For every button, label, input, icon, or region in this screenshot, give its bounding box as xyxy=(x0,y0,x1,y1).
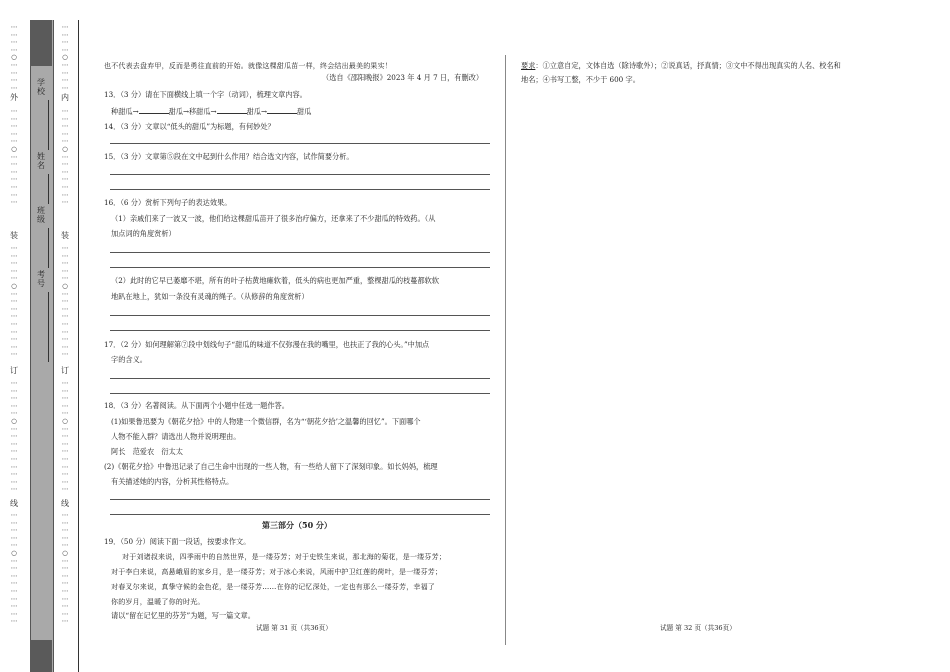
binding-gutter-top xyxy=(30,20,52,66)
field-name-label: 姓名 xyxy=(37,152,45,170)
outer-seal-char-3: 订 xyxy=(10,366,18,375)
question-13-chain xyxy=(111,106,311,117)
answer-line[interactable] xyxy=(110,267,490,268)
prompt-paragraph-line-1: 对于刘诸叔来说，四季雨中的自然世界，是一缕芬芳；对于史铁生来说，那北海的菊花，是一缕芬芳； xyxy=(122,553,446,561)
answer-line[interactable] xyxy=(110,143,490,144)
outer-seal-dots: ⋯ ⋯ ⋯ ⋯ ⋯ ○ ⋯ ⋯ ⋯ ⋯ ⋯ ⋯ ⋯ xyxy=(10,107,18,207)
question-14: 14．（3 分）文章以“低头的甜瓜”为标题，有何妙处？ xyxy=(104,122,275,131)
outer-seal-dots: ⋯ ⋯ ⋯ ⋯ ⋯ ○ ⋯ ⋯ ⋯ ⋯ ⋯ ⋯ ⋯ ⋯ ⋯ xyxy=(10,379,18,494)
binding-rule xyxy=(78,20,79,672)
inner-seal-dots: ⋯ ⋯ ⋯ ⋯ ⋯ ○ ⋯ ⋯ ⋯ ⋯ ⋯ ⋯ ⋯ ⋯ ⋯ xyxy=(61,379,69,494)
prompt-paragraph-line-2: 对于李白来说，高悬峨眉的家乡月，是一缕芬芳；对于冰心来说，风雨中护卫红莲的荷叶，是一缕芬芳； xyxy=(111,568,443,576)
outer-seal-char-4: 线 xyxy=(10,499,18,508)
blank-3[interactable] xyxy=(267,106,297,114)
chain-step-1: 种甜瓜→ xyxy=(111,107,139,116)
question-19: 19．（50 分）阅读下面一段话，按要求作文。 xyxy=(104,537,251,546)
answer-line[interactable] xyxy=(110,315,490,316)
inner-seal-char-2: 装 xyxy=(61,231,69,240)
right-page-footer: 试题 第 32 页（共36页） xyxy=(660,624,736,632)
answer-line[interactable] xyxy=(110,189,490,190)
prompt-instruction: 请以“留在记忆里的芬芳”为题，写一篇文章。 xyxy=(111,611,255,620)
answer-line[interactable] xyxy=(110,330,490,331)
question-18-options: 阿长 范爱农 衍太太 xyxy=(111,447,183,456)
outer-seal-dots: ⋯ ⋯ ⋯ ⋯ ⋯ ○ ⋯ ⋯ ⋯ ⋯ ⋯ ⋯ ⋯ ⋯ ⋯ xyxy=(10,511,18,626)
prompt-paragraph-line-4: 你的岁月，温暖了你的时光。 xyxy=(111,598,205,606)
field-class-label: 班级 xyxy=(37,206,45,224)
outer-seal-dots: ⋯ ⋯ ⋯ ⋯ ○ ⋯ ⋯ ⋯ ⋯ xyxy=(10,23,18,92)
inner-seal-dots: ⋯ ⋯ ⋯ ⋯ ⋯ ○ ⋯ ⋯ ⋯ ⋯ ⋯ ⋯ ⋯ xyxy=(61,107,69,207)
question-16-sentence-2-cont: 地趴在地上，犹如一条没有灵魂的绳子。（从修辞的角度赏析） xyxy=(111,292,309,301)
requirements-text: ：①立意自定，文体自选（除诗歌外）；②说真话，抒真情；③文中不得出现真实的人名、校名和 xyxy=(535,61,841,70)
question-16-sentence-1-cont: 加点词的角度赏析） xyxy=(111,229,176,238)
question-16: 16．（6 分）赏析下列句子的表达效果。 xyxy=(104,198,232,207)
chain-step-3: 甜瓜→ xyxy=(246,107,267,116)
page-divider xyxy=(505,55,506,645)
inner-seal-char-1: 内 xyxy=(61,93,69,102)
question-13: 13．（3 分）请在下面横线上填一个字（动词），梳理文章内容。 xyxy=(104,90,307,99)
passage-closing-line: 也不代表去盘弃甲，反而是勇往直前的开始。就像这棵甜瓜苗一样，终会结出最美的果实！ xyxy=(104,62,392,70)
question-17: 17．（2 分）如何理解第⑦段中划线句子“甜瓜的味道不仅弥漫在我的嘴里，也扶正了我的心头。”中加点 xyxy=(104,340,430,349)
answer-line[interactable] xyxy=(110,252,490,253)
answer-line[interactable] xyxy=(110,514,490,515)
answer-line[interactable] xyxy=(110,378,490,379)
binding-gutter-bottom xyxy=(30,640,52,672)
field-class-line[interactable] xyxy=(34,228,49,268)
question-16-sentence-2: （2）此时的它早已萎靡不堪，所有的叶子枯黄地瘫软着，低头的病也更加严重，整棵甜瓜的枝蔓都软软 xyxy=(111,276,440,285)
passage-source: （选自《邵阳晚报》2023 年 4 月 7 日，有删改） xyxy=(322,73,484,82)
part-three-heading: 第三部分（50 分） xyxy=(262,520,332,530)
left-page-footer: 试题 第 31 页（共36页） xyxy=(256,624,332,632)
outer-seal-dots: ⋯ ⋯ ⋯ ⋯ ⋯ ○ ⋯ ⋯ ⋯ ⋯ ⋯ ⋯ ⋯ ⋯ ⋯ xyxy=(10,244,18,359)
inner-seal-dots: ⋯ ⋯ ⋯ ⋯ ⋯ ○ ⋯ ⋯ ⋯ ⋯ ⋯ ⋯ ⋯ ⋯ ⋯ xyxy=(61,244,69,359)
answer-line[interactable] xyxy=(110,174,490,175)
inner-seal-char-4: 线 xyxy=(61,499,69,508)
field-name-line[interactable] xyxy=(34,174,49,204)
requirements-line-2: 地名；④书写工整，不少于 600 字。 xyxy=(521,75,640,84)
field-exam-number-line[interactable] xyxy=(34,292,49,362)
question-18: 18．（3 分）名著阅读。从下面两个小题中任选一题作答。 xyxy=(104,401,289,410)
outer-seal-char-2: 装 xyxy=(10,231,18,240)
field-school-label: 学校 xyxy=(37,78,45,96)
field-school-line[interactable] xyxy=(34,100,49,150)
answer-line[interactable] xyxy=(110,499,490,500)
chain-step-2: 甜瓜→移甜瓜→ xyxy=(168,107,217,116)
question-16-sentence-1: （1）亲戚们来了一波又一波，他们给这棵甜瓜苗开了很多治疗偏方，还拿来了不少甜瓜的特效药。（从 xyxy=(111,214,436,223)
requirements-line-1 xyxy=(521,61,841,71)
answer-line[interactable] xyxy=(110,393,490,394)
inner-seal-dots: ⋯ ⋯ ⋯ ⋯ ⋯ ○ ⋯ ⋯ ⋯ ⋯ ⋯ ⋯ ⋯ ⋯ ⋯ xyxy=(61,511,69,626)
outer-seal-char-1: 外 xyxy=(10,93,18,102)
inner-seal-dots: ⋯ ⋯ ⋯ ⋯ ○ ⋯ ⋯ ⋯ ⋯ xyxy=(61,23,69,92)
blank-2[interactable] xyxy=(217,106,247,114)
question-15: 15．（3 分）文章第⑤段在文中起到什么作用？结合选文内容，试作简要分析。 xyxy=(104,152,354,161)
field-exam-number-label: 考号 xyxy=(37,270,45,288)
question-18-part-2: (2)《朝花夕拾》中鲁迅记录了自己生命中出现的一些人物，有一些给人留下了深刻印象。如长妈妈，梳理 xyxy=(104,462,438,471)
chain-step-4: 甜瓜 xyxy=(296,107,312,116)
question-17-cont: 字的含义。 xyxy=(111,355,147,364)
question-18-part-2-cont: 有关描述她的内容，分析其性格特点。 xyxy=(111,477,234,486)
inner-seal-char-3: 订 xyxy=(61,366,69,375)
question-18-part-1: (1)如果鲁迅要为《朝花夕拾》中的人物建一个微信群，名为“‘朝花夕拾’之温馨的回忆”。下面哪个 xyxy=(111,417,421,426)
question-18-part-1-cont: 人物不能入群？请选出人物并说明理由。 xyxy=(111,432,241,441)
prompt-paragraph-line-3: 对春叉尔来说，真挚守候的金色花，是一缕芬芳……在你的记忆深处，一定也有那么一缕芬芳，幸福了 xyxy=(111,583,435,591)
requirements-label: 要求 xyxy=(521,61,536,70)
blank-1[interactable] xyxy=(139,106,169,114)
